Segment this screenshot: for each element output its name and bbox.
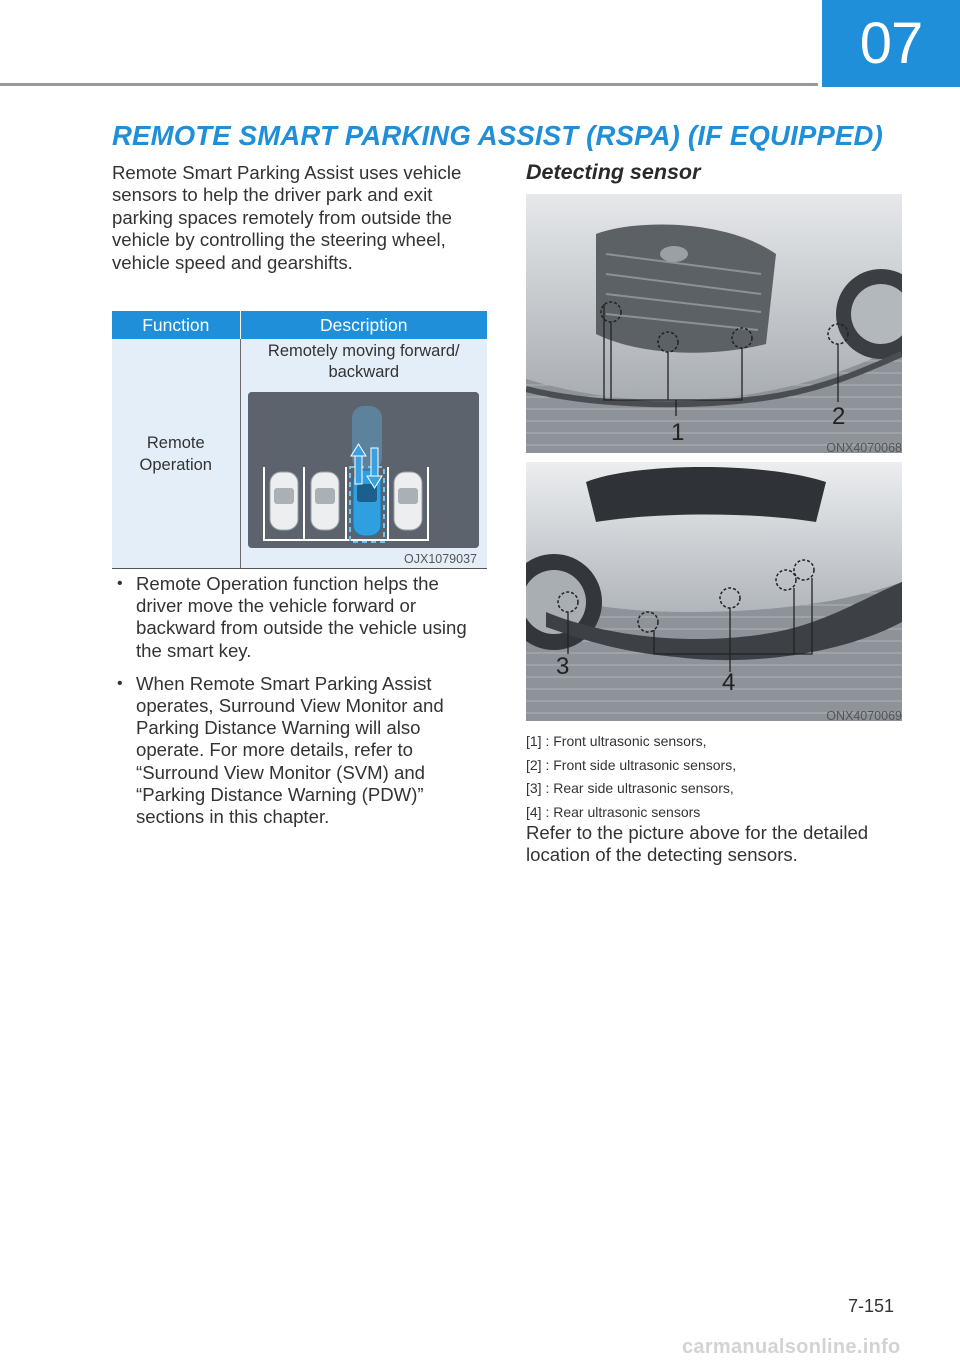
- parking-lot-graphic: [248, 392, 479, 548]
- section-title: REMOTE SMART PARKING ASSIST (RSPA) (IF EQUIPPED): [112, 120, 883, 151]
- header-rule: [0, 83, 818, 86]
- list-item: • Remote Operation function helps the driver move the vehicle forward or backward from outside the vehicle using the smart key.: [112, 573, 487, 662]
- description-label: Remotely moving forward/ backward: [267, 342, 460, 381]
- function-cell: [112, 339, 240, 569]
- description-cell: [240, 339, 487, 569]
- function-table: [112, 311, 487, 569]
- bullet-list: [112, 573, 487, 839]
- legend-item: [4] : Rear ultrasonic sensors: [526, 803, 701, 820]
- intro-paragraph: Remote Smart Parking Assist uses vehicle sensors to help the driver park and exit parking spaces remotely from outside the vehicle by controlling the steering wheel, vehicle speed and gearshifts.: [112, 162, 462, 273]
- rear-sensor-photo: [526, 462, 902, 721]
- callout-1: 1: [671, 419, 685, 446]
- parked-car-icon: [270, 472, 298, 530]
- rear-figure-code: ONX4070069: [826, 709, 902, 723]
- parking-illustration: [248, 392, 479, 548]
- parked-car-icon: [394, 472, 422, 530]
- function-label: Remote Operation: [139, 433, 212, 474]
- table-header-function: Function: [112, 311, 240, 339]
- table-row: [112, 339, 487, 569]
- callout-2: 2: [832, 403, 846, 430]
- figure-code: OJX1079037: [404, 552, 477, 566]
- legend-item: [3] : Rear side ultrasonic sensors,: [526, 780, 734, 796]
- list-item: • When Remote Smart Parking Assist operates, Surround View Monitor and Parking Distance Warning will also operate. For more details, refer to “Surround View Monitor (SVM) and “Parking Distance Warning (PDW)” sections in this chapter.: [112, 673, 487, 828]
- parked-car-icon: [311, 472, 339, 530]
- detecting-sensor-heading: Detecting sensor: [526, 160, 701, 184]
- front-sensor-photo: [526, 194, 902, 453]
- legend-item: [1] : Front ultrasonic sensors,: [526, 733, 707, 749]
- watermark[interactable]: carmanualsonline.info: [682, 1336, 901, 1358]
- callout-3: 3: [556, 653, 570, 680]
- sensor-note: Refer to the picture above for the detailed location of the detecting sensors.: [526, 822, 869, 866]
- table-header-description: Description: [240, 311, 487, 339]
- sensor-legend: [526, 730, 906, 824]
- front-bumper-illustration: [526, 194, 902, 453]
- chapter-tab: 07: [822, 0, 960, 87]
- callout-4: 4: [722, 669, 736, 696]
- rear-bumper-illustration: [526, 462, 902, 721]
- page-number: 7-151: [848, 1296, 895, 1316]
- legend-item: [2] : Front side ultrasonic sensors,: [526, 756, 737, 773]
- front-figure-code: ONX4070068: [826, 441, 902, 455]
